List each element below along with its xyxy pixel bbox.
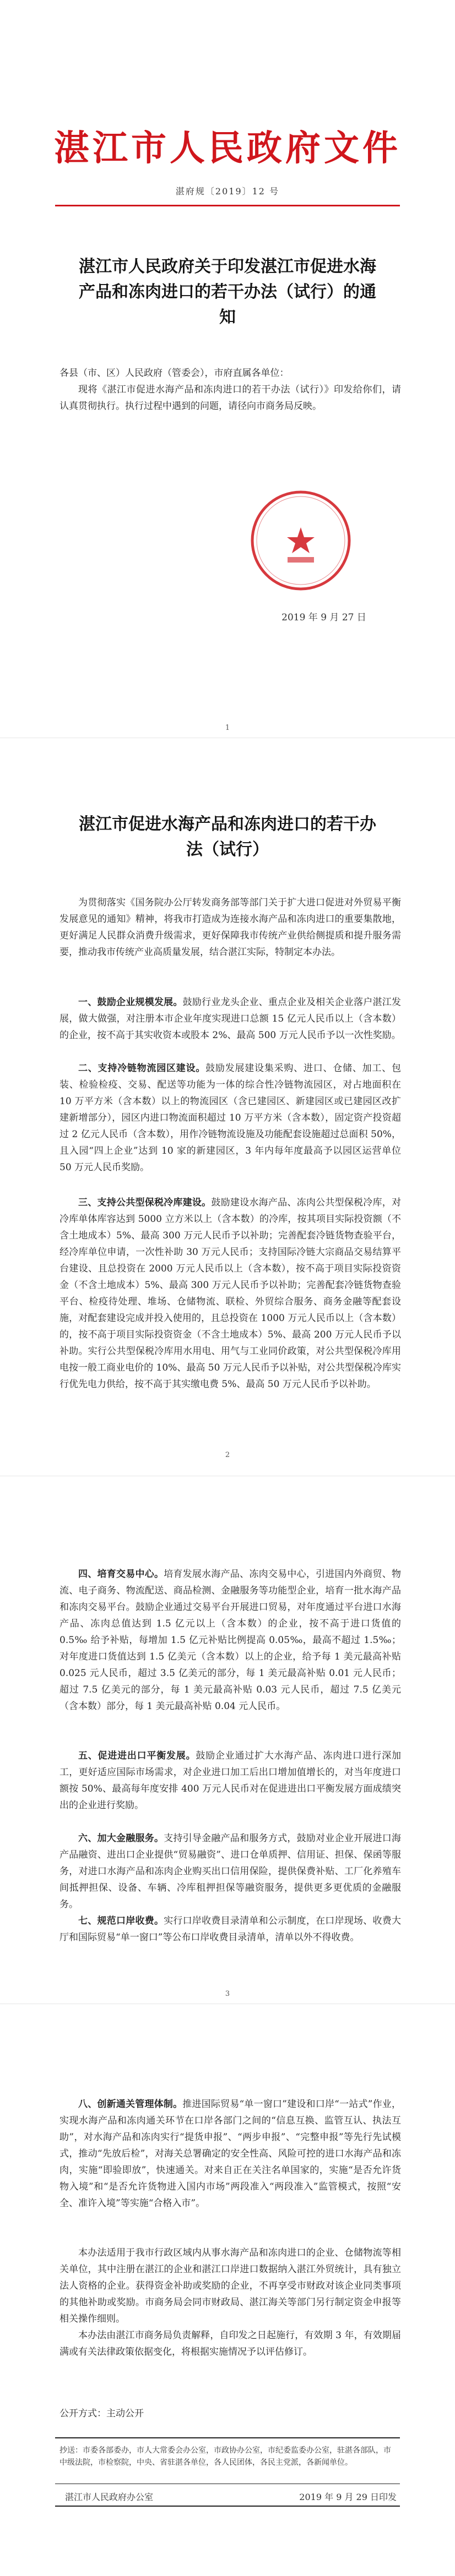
document-header-title: 湛江市人民政府文件 [54, 128, 401, 169]
measure-item [59, 1830, 401, 1913]
notice-sign-date: 2019 年 9 月 27 日 [281, 612, 366, 623]
measure-item [59, 2096, 401, 2212]
measure-item [59, 994, 401, 1044]
page-1 [0, 0, 455, 738]
measure-text: 本办法由湛江市商务局负责解释，自印发之日起施行，有效期 3 年，有效期届满或有关法律政策依据变化，将根据实施情况予以评估修订。 [59, 2330, 401, 2357]
measure-text: 本办法适用于我市行政区域内从事水海产品和冻肉进口的企业、仓储物流等相关单位，其中注册在湛江的企业和湛江口岸进口数据纳入湛江外贸统计，具有独立法人资格的企业。获得资金补助或奖励的企业，不再享受市财政对该企业同类事项的其他补助或奖励。市商务局会同市财政局、湛江海关等部门另行制定资金申报等相关操作细则。 [59, 2247, 401, 2324]
official-seal-icon [249, 489, 353, 592]
measure-item [59, 1748, 401, 1814]
cc-list: 抄送：市委各部委办，市人大常委会办公室，市政协办公室，市纪委监委办公室，驻湛各部队，市中级法院，市检察院，中央、省驻湛各单位，各人民团体，各民主党派，各新闻单位。 [59, 2446, 391, 2467]
measure-text: 实行口岸收费目录清单和公示制度，在口岸现场、收费大厅和国际贸易“单一窗口”等公布口岸收费目录清单，清单以外不得收费。 [59, 1915, 402, 1943]
measure-heading: 七、规范口岸收费。 [78, 1915, 164, 1926]
notice-body: 现将《湛江市促进水海产品和冻肉进口的若干办法（试行）》印发给你们，请认真贯彻执行。执行过程中遇到的问题，请径向市商务局反映。 [59, 384, 401, 412]
measure-heading: 五、促进进出口平衡发展。 [78, 1750, 196, 1761]
measure-text: 支持引导金融产品和服务方式，鼓励对业企业开展进口海产品融资、进出口企业提供“贸易融资”、进口仓单质押、信用证、担保、保函等服务，对进口水海产品和冻肉企业购买出口信用保险，提供保费补贴、工厂化养殖车间抵押担保、设备、车辆、冷库租押担保等融资服务，提供更多更优质的金融服务。 [59, 1833, 402, 1910]
red-header-rule [55, 205, 400, 206]
footer-rule [55, 2506, 400, 2507]
measure-heading: 八、创新通关管理体制。 [78, 2099, 183, 2110]
measure-text: 培育发展水海产品、冻肉交易中心，引进国内外商贸、物流、电子商务、物流配送、商品检测、金融服务等功能型企业，培育一批水海产品和冻肉交易平台。鼓励企业通过交易平台开展进口贸易，对年度通过平台进口水海产品、冻肉总值达到 1.5 亿元以上（含本数）的企业，按不高于进口货值的 0.5‰ 给予补贴，每增加 1.5 亿元补贴比例提高 0.05‰，最高不超过 1.5‰；对年度进口货值达到 1.5 亿美元（含本数）以上的企业，给予每 1 美元最高补贴 0.025 元人民币，超过 3.5 亿美元的部分，每 1 美元最高补贴 0.01 元人民币；超过 7.5 亿美元的部分，每 1 美元最高补贴 0.03 元人民币，超过 7.5 亿美元（含本数）部分，每 1 美元最高补贴 0.04 元人民币。 [59, 1569, 402, 1712]
measures-title: 湛江市促进水海产品和冻肉进口的若干办法（试行） [79, 815, 376, 859]
measure-heading: 一、鼓励企业规模发展。 [78, 997, 183, 1008]
public-disclosure: 公开方式：主动公开 [59, 2408, 144, 2419]
measure-text: 鼓励行业龙头企业、重点企业及相关企业落户湛江发展，做大做强，对注册本市企业年度实现进口总额 15 亿元人民币以上（含本数）的企业，按不高于其实收资本或股本 2%、最高 500 万元人民币予以一次性奖励。 [59, 997, 402, 1041]
footer-rule [55, 2437, 400, 2438]
page-number: 1 [225, 724, 230, 732]
measure-text: 鼓励建设水海产品、冻肉公共型保税冷库，对冷库单体库容达到 5000 立方米以上（含本数）的冷库，按其项目实际投资额（不含土地成本）5%、最高 300 万元人民币予以补助；完善配套冷链货物查验平台，经冷库单位申请，一次性补助 30 万元人民币；支持国际冷链大宗商品交易结算平台建设、且总投资在 2000 万元人民币以上（含本数），按不高于项目实际投资资金（不含土地成本）5%、最高 300 万元人民币予以补助；完善配套冷链货物查验平台、检疫待处理、堆场、仓储物流、联检、外贸综合服务、商务金融等配套设施，对配套建设完成并投入使用的，且总投资在 1000 万元人民币以上（含本数）的，按不高于项目实际投资资金（不含土地成本）5%、最高 200 万元人民币予以补助。实行公共型保税冷库用水用电、用气与工业同价政策，对公共型保税冷库用电按一般工商业电价的 10%、最高 50 万元人民币予以补贴，对公共型保税冷库实行优先电力供给，按不高于其实缴电费 5%、最高 50 万元人民币予以补助。 [59, 1197, 402, 1390]
measure-item [59, 1566, 401, 1715]
measure-heading: 六、加大金融服务。 [78, 1833, 164, 1844]
measure-text: 鼓励企业通过扩大水海产品、冻肉进口进行深加工，更好适应国际市场需求，对企业进口加工后出口增加值增长的，对当年度进口额按 50%、最高每年度安排 400 万元人民币对在促进进出口平衡发展方面成绩突出的企业进行奖励。 [59, 1750, 401, 1811]
measures-intro: 为贯彻落实《国务院办公厅转发商务部等部门关于扩大进口促进对外贸易平衡发展意见的通知》精神，将我市打造成为连接水海产品和冻肉进口的重要集散地，更好满足人民群众消费升级需求，更好保障我市传统产业供给侧提质和提升服务需要，推动我市传统产业高质量发展，结合湛江实际，特制定本办法。 [59, 897, 401, 958]
measure-item [59, 1913, 401, 1946]
measure-item [59, 1194, 401, 1393]
measure-item [59, 1060, 401, 1176]
issue-date: 2019 年 9 月 29 日印发 [299, 2492, 397, 2502]
measure-paragraph [59, 2245, 401, 2327]
document-number: 湛府规〔2019〕12 号 [175, 186, 280, 197]
measure-heading: 三、支持公共型保税冷库建设。 [78, 1197, 212, 1208]
issuing-office: 湛江市人民政府办公室 [65, 2492, 154, 2502]
notice-title: 湛江市人民政府关于印发湛江市促进水海产品和冻肉进口的若干办法（试行）的通知 [79, 257, 376, 327]
measure-text: 鼓励发展建设集采购、进口、仓储、加工、包装、检验检疫、交易、配送等功能为一体的综合性冷链物流园区，对占地面积在 10 万平方米（含本数）以上的物流园区（含已建园区、新建园区或已建园区改扩建新增部分），园区内进口物流面积超过 10 万平方米（含本数），固定资产投资超过 2 亿元人民币（含本数），用作冷链物流设施及功能配套设施超过总面积 50%，且入园“四上企业”达到 10 家的新建园区，3 年内每年度最高予以园区运营单位 50 万元人民币奖励。 [59, 1063, 401, 1173]
page-number: 2 [225, 1451, 230, 1459]
measure-heading: 四、培育交易中心。 [78, 1569, 164, 1580]
page-number: 3 [225, 1990, 230, 1998]
measure-text: 推进国际贸易“单一窗口”建设和口岸“一站式”作业，实现水海产品和冻肉通关环节在口岸各部门之间的“信息互换、监管互认、执法互助”，对水海产品和冻肉实行“提货申报”、“两步申报”、“完整申报”等先行先试模式，推动“先放后检”，对海关总署确定的安全性高、风险可控的进口水海产品和冻肉，实施“即验即放”，快速通关。对来自正在关注名单国家的，实施“是否允许货物入境”和“是否允许货物进入国内市场”两段准入“两段准入”监管模式，按照“安全、准许入境”等实施“合格入市”。 [59, 2099, 402, 2209]
measure-heading: 二、支持冷链物流园区建设。 [78, 1063, 206, 1074]
measure-paragraph [59, 2327, 401, 2360]
notice-recipients: 各县（市、区）人民政府（管委会），市府直属各单位： [59, 368, 289, 379]
